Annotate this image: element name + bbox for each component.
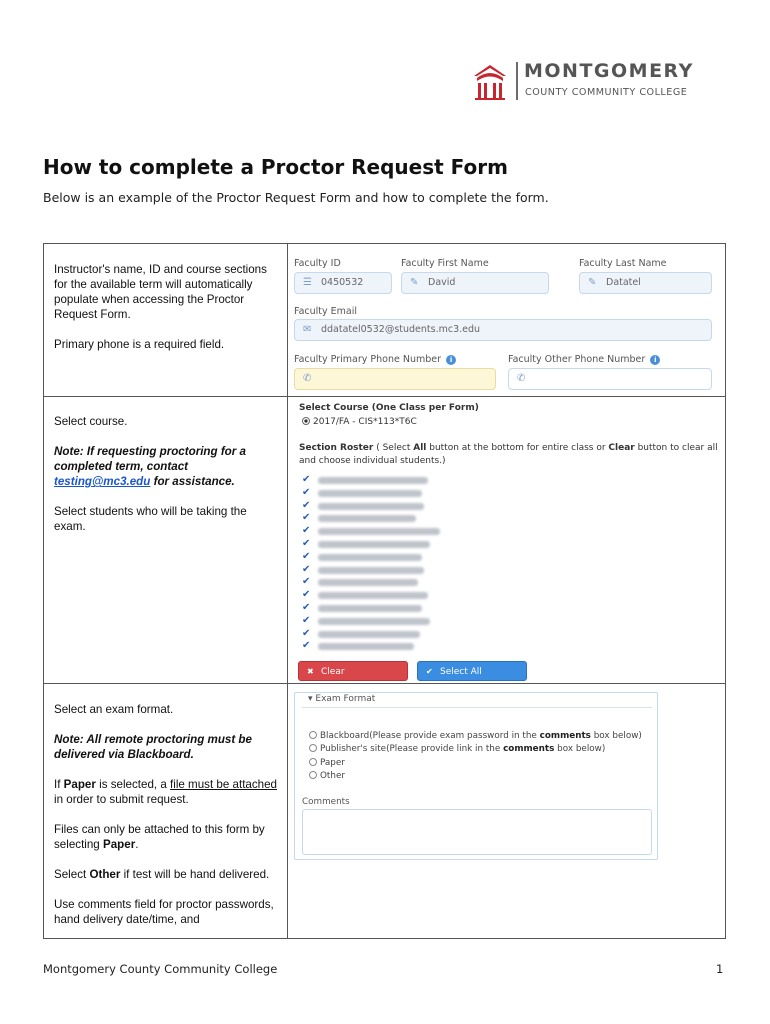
checkbox-checked-icon[interactable]: ✔	[302, 627, 311, 639]
legend-divider	[302, 707, 652, 708]
student-name-redacted	[318, 490, 422, 497]
row1-phone-note: Primary phone is a required field.	[54, 338, 225, 351]
student-name-redacted	[318, 605, 422, 612]
other-phone-field[interactable]	[508, 368, 712, 390]
info-icon[interactable]: i	[650, 355, 660, 365]
first-name-field[interactable]: ✎ David	[401, 272, 549, 294]
clear-button[interactable]: ✖ Clear	[298, 661, 408, 681]
student-name-redacted	[318, 592, 428, 599]
checkbox-checked-icon[interactable]: ✔	[302, 525, 311, 537]
list-icon: ☰	[303, 277, 312, 288]
row2-students-text: Select students who will be taking the exam.	[54, 505, 247, 533]
student-name-redacted	[318, 554, 422, 561]
logo-divider	[516, 62, 518, 100]
student-name-redacted	[318, 515, 416, 522]
logo-name: MONTGOMERY	[524, 60, 694, 82]
email-field[interactable]: ✉ ddatatel0532@students.mc3.edu	[294, 319, 712, 341]
row3-note: Note: All remote proctoring must be delivered via Blackboard.	[54, 733, 252, 761]
faculty-id-field[interactable]: ☰ 0450532	[294, 272, 392, 294]
row3-text: Select an exam format.	[54, 703, 174, 716]
row3-instructions	[54, 702, 280, 927]
student-name-redacted	[318, 477, 428, 484]
info-icon[interactable]: i	[446, 355, 456, 365]
first-name-label: Faculty First Name	[401, 258, 489, 269]
comments-label: Comments	[302, 797, 350, 807]
option-paper[interactable]: Paper	[309, 758, 345, 770]
instructions-table	[43, 243, 726, 939]
edit-icon: ✎	[588, 277, 597, 288]
primary-phone-label: Faculty Primary Phone Number i	[294, 354, 456, 365]
college-building-icon	[472, 62, 508, 100]
mail-icon: ✉	[303, 324, 312, 335]
roster-heading-line2: and choose individual students.)	[299, 456, 446, 466]
radio-icon	[309, 744, 317, 752]
row3-other-text: Select Other if test will be hand delivered.	[54, 868, 270, 881]
checkbox-checked-icon[interactable]: ✔	[302, 538, 311, 549]
option-other[interactable]: Other	[309, 771, 345, 783]
checkbox-checked-icon[interactable]: ✔	[302, 640, 311, 652]
checkbox-checked-icon[interactable]: ✔	[302, 550, 311, 562]
select-course-heading: Select Course (One Class per Form)	[299, 403, 479, 413]
student-name-redacted	[318, 503, 424, 510]
select-all-button[interactable]: ✔ Select All	[417, 661, 527, 681]
checkbox-checked-icon[interactable]: ✔	[302, 474, 311, 485]
college-logo	[472, 60, 732, 102]
roster-heading: Section Roster ( Select All button at the bottom for entire class or Clear button to clear all	[299, 443, 718, 453]
row-divider	[44, 683, 725, 684]
page-title: How to complete a Proctor Request Form	[43, 155, 508, 179]
radio-icon	[309, 758, 317, 766]
student-name-redacted	[318, 631, 420, 638]
row2-text: Select course.	[54, 415, 128, 428]
checkbox-checked-icon[interactable]: ✔	[302, 576, 311, 588]
other-phone-label: Faculty Other Phone Number i	[508, 354, 660, 365]
checkbox-checked-icon[interactable]: ✔	[302, 486, 311, 498]
check-icon: ✔	[426, 667, 433, 676]
option-publisher[interactable]: Publisher's site(Please provide link in the comments box below)	[309, 744, 605, 756]
column-divider	[287, 244, 288, 938]
page-number: 1	[716, 962, 724, 976]
radio-icon	[309, 771, 317, 779]
student-name-redacted	[318, 567, 424, 574]
row-divider	[44, 396, 725, 397]
row2-instructions	[54, 414, 280, 549]
radio-selected-icon	[302, 417, 310, 425]
checkbox-checked-icon[interactable]: ✔	[302, 512, 311, 524]
clear-icon: ✖	[307, 667, 314, 676]
footer-college-name: Montgomery County Community College	[43, 962, 278, 976]
faculty-id-label: Faculty ID	[294, 258, 341, 269]
checkbox-checked-icon[interactable]: ✔	[302, 614, 311, 626]
page-intro: Below is an example of the Proctor Request Form and how to complete the form.	[43, 190, 549, 205]
checkbox-checked-icon[interactable]: ✔	[302, 563, 311, 575]
row3-paper-text: If Paper is selected, a file must be attached in order to submit request.	[54, 778, 277, 806]
email-label: Faculty Email	[294, 306, 358, 317]
student-name-redacted	[318, 618, 430, 625]
student-name-redacted	[318, 643, 414, 650]
checkbox-checked-icon[interactable]: ✔	[302, 589, 311, 601]
option-blackboard[interactable]: Blackboard(Please provide exam password in the comments box below)	[309, 731, 642, 743]
checkbox-checked-icon[interactable]: ✔	[302, 602, 311, 613]
exam-format-legend[interactable]: ▾ Exam Format	[308, 694, 376, 704]
edit-icon: ✎	[410, 277, 419, 288]
radio-icon	[309, 731, 317, 739]
row1-text: Instructor's name, ID and course sections for the available term will automatically populate when accessing the Proctor Request Form.	[54, 263, 267, 321]
caret-down-icon: ▾	[308, 694, 316, 704]
primary-phone-field[interactable]	[294, 368, 496, 390]
testing-email-link[interactable]: testing@mc3.edu	[54, 475, 151, 488]
row2-note: Note: If requesting proctoring for a completed term, contact testing@mc3.edu for assistance.	[54, 445, 246, 488]
course-option[interactable]: 2017/FA - CIS*113*T6C	[302, 417, 417, 427]
row1-instructions	[54, 262, 280, 367]
last-name-label: Faculty Last Name	[579, 258, 667, 269]
logo-subtitle: COUNTY COMMUNITY COLLEGE	[525, 87, 688, 98]
phone-icon: ✆	[303, 373, 312, 384]
student-name-redacted	[318, 541, 430, 548]
phone-icon: ✆	[517, 373, 526, 384]
comments-textarea[interactable]	[302, 809, 652, 855]
last-name-field[interactable]: ✎ Datatel	[579, 272, 712, 294]
row3-comments-text: Use comments field for proctor passwords, hand delivery date/time, and	[54, 898, 274, 926]
checkbox-checked-icon[interactable]: ✔	[302, 499, 311, 511]
student-name-redacted	[318, 579, 418, 586]
student-name-redacted	[318, 528, 440, 535]
row3-files-text: Files can only be attached to this form by selecting Paper.	[54, 823, 265, 851]
